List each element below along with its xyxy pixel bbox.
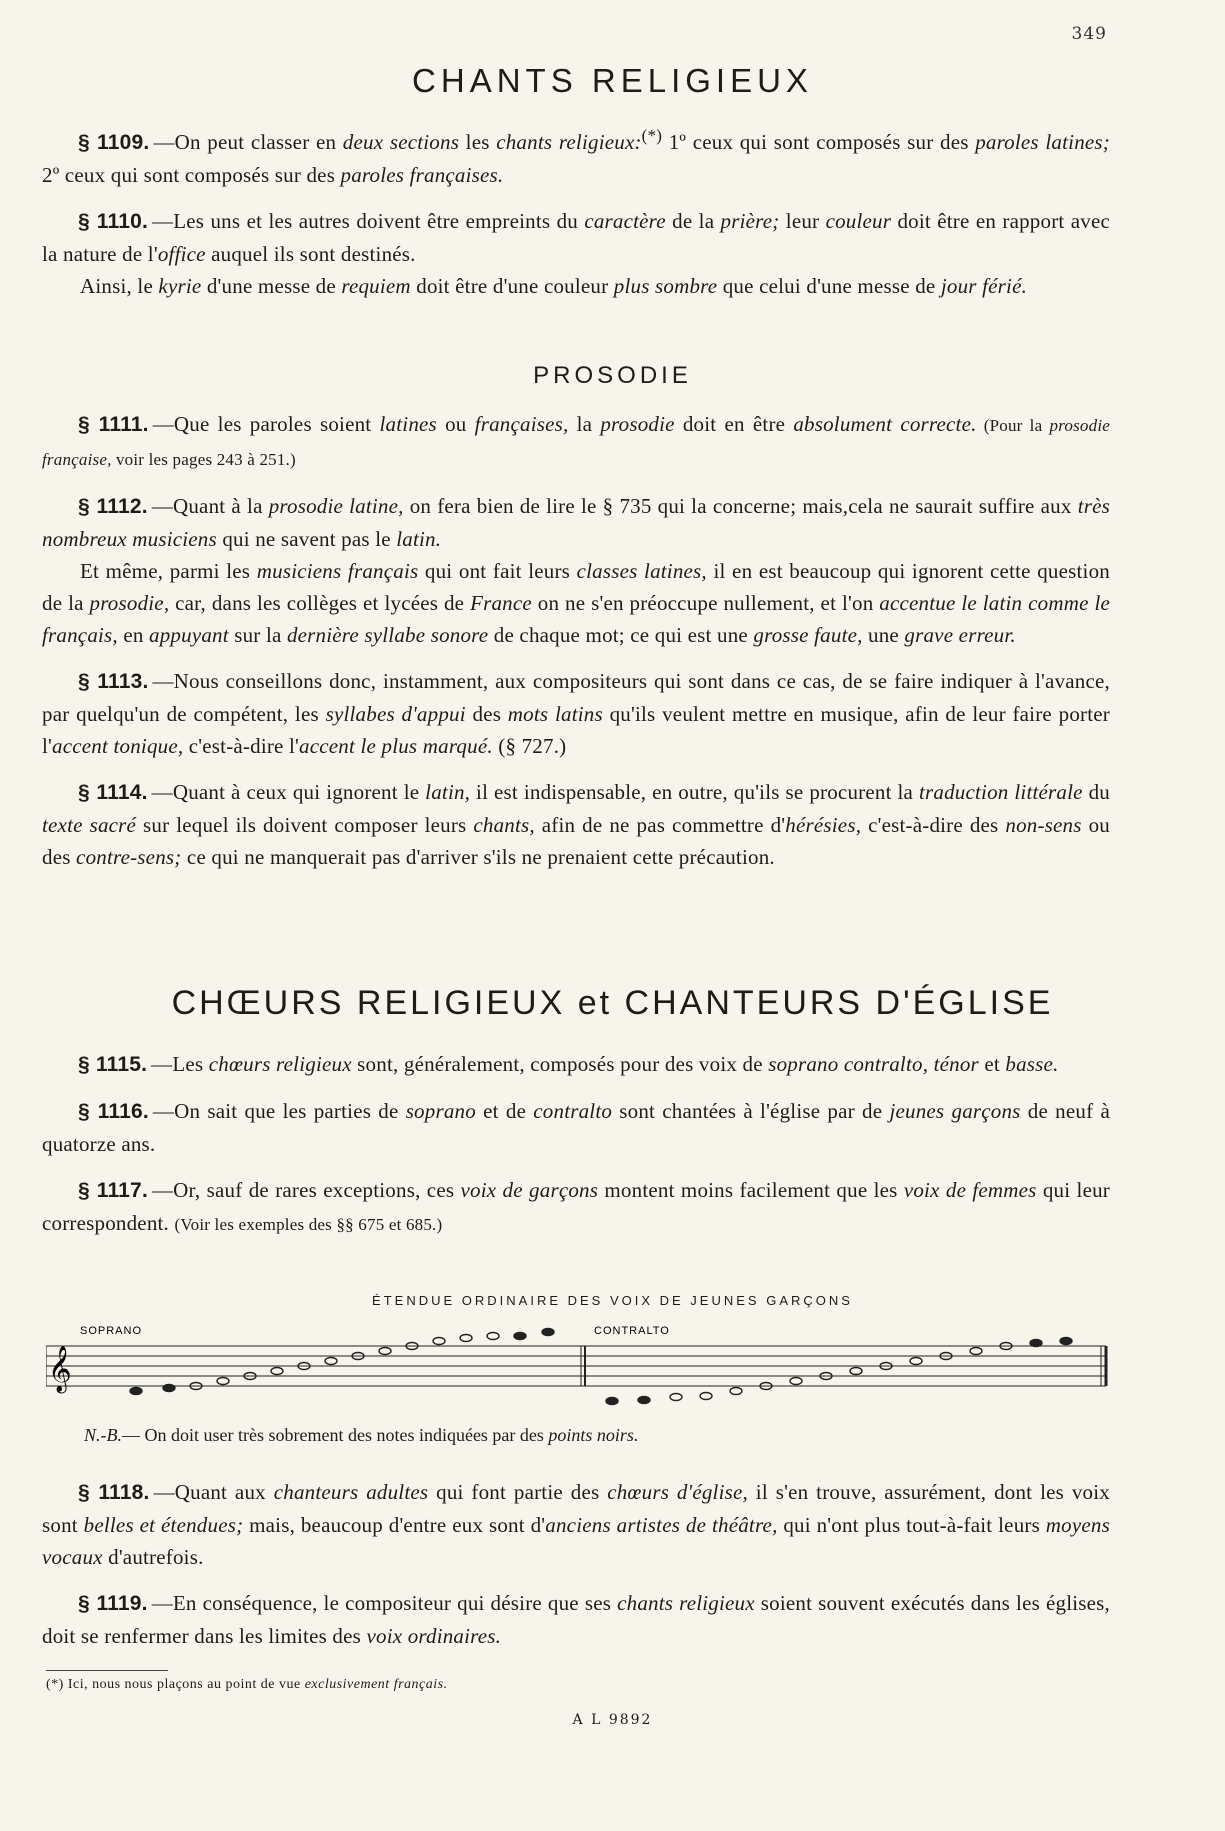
section-prosodie: [42, 408, 1110, 873]
section-number: § 1119.: [78, 1592, 148, 1615]
staff-label-contralto: CONTRALTO: [594, 1325, 670, 1337]
section-number: § 1110.: [78, 210, 149, 233]
section-number: § 1115.: [78, 1053, 148, 1076]
contralto-notes: [606, 1338, 1072, 1405]
staff-label-soprano: SOPRANO: [80, 1325, 143, 1337]
paragraph-1111: § 1111. —Que les paroles soient latines ou françaises, la prosodie doit en être absolument correcte. (Pour la prosodie française, voir les pages 243 à 251.): [42, 412, 1110, 469]
heading-chants-religieux: CHANTS RELIGIEUX: [412, 62, 813, 99]
staff-title: ÉTENDUE ORDINAIRE DES VOIX DE JEUNES GARÇONS: [372, 1293, 853, 1308]
section-number: § 1118.: [78, 1481, 150, 1504]
paragraph-1119: § 1119. —En conséquence, le compositeur qui désire que ses chants religieux soient souvent exécutés dans les églises, doit se renfermer dans les limites des voix ordinaires.: [42, 1591, 1110, 1648]
footnote-divider: [46, 1670, 168, 1671]
section-chants: [42, 120, 1110, 302]
footnote: (*) Ici, nous nous plaçons au point de vue exclusivement français.: [46, 1677, 448, 1692]
paragraph-1115: § 1115. —Les chœurs religieux sont, généralement, composés pour des voix de soprano contralto, ténor et basse.: [78, 1052, 1059, 1076]
section-number: § 1111.: [78, 413, 149, 436]
paragraph-1114: § 1114. —Quant à ceux qui ignorent le latin, il est indispensable, en outre, qu'ils se procurent la traduction littérale du texte sacré sur lequel ils doivent composer leurs chants, afin de ne pas commettre d'hérésies, c'est-à-dire des non-sens ou des contre-sens; ce qui ne manquerait pas d'arriver s'ils ne prenaient cette précaution.: [42, 780, 1111, 869]
section-choeurs: [42, 1048, 1110, 1241]
heading-prosodie: PROSODIE: [533, 362, 692, 389]
heading-choeurs: CHŒURS RELIGIEUX et CHANTEURS D'ÉGLISE: [171, 984, 1054, 1022]
section-number: § 1117.: [78, 1179, 148, 1202]
music-staff: [46, 1320, 1116, 1410]
treble-clef-icon: 𝄞: [48, 1346, 72, 1392]
section-number: § 1116.: [78, 1100, 149, 1123]
section-number: § 1114.: [78, 781, 148, 804]
printer-mark: A L 9892: [572, 1712, 653, 1728]
page-number: 349: [1071, 24, 1107, 44]
footnote-marker: (*): [641, 126, 663, 145]
paragraph-1116: § 1116. —On sait que les parties de soprano et de contralto sont chantées à l'église par de jeunes garçons de neuf à quatorze ans.: [42, 1099, 1110, 1156]
paragraph-1113: § 1113. —Nous conseillons donc, instamment, aux compositeurs qui sont dans ce cas, de se faire indiquer à l'avance, par quelqu'un de compétent, les syllabes d'appui des mots latins qu'ils veulent mettre en musique, afin de leur faire porter l'accent tonique, c'est-à-dire l'accent le plus marqué. (§ 727.): [42, 669, 1110, 758]
paragraph-1118: § 1118. —Quant aux chanteurs adultes qui font partie des chœurs d'église, il s'en trouve, assurément, dont les voix sont belles et étendues; mais, beaucoup d'entre eux sont d'anciens artistes de théâtre, qui n'ont plus tout-à-fait leurs moyens vocaux d'autrefois.: [42, 1480, 1110, 1569]
paragraph-1110: § 1110. —Les uns et les autres doivent être empreints du caractère de la prière; leur couleur doit être en rapport avec la nature de l'office auquel ils sont destinés.: [42, 209, 1111, 266]
section-chanteurs: [42, 1476, 1110, 1652]
paragraph-1112: § 1112. —Quant à la prosodie latine, on fera bien de lire le § 735 qui la concerne; mais,cela ne saurait suffire aux très nombreux musiciens qui ne savent pas le latin.: [42, 494, 1110, 551]
soprano-notes: [130, 1329, 554, 1395]
paragraph-1112-b: Et même, parmi les musiciens français qui ont fait leurs classes latines, il en est beaucoup qui ignorent cette question de la prosodie, car, dans les collèges et lycées de France on ne s'en préoccupe nullement, et l'on accentue le latin comme le français, en appuyant sur la dernière syllabe sonore de chaque mot; ce qui est une grosse faute, une grave erreur.: [42, 559, 1111, 647]
section-number: § 1112.: [78, 495, 148, 518]
nota-bene: N.-B.— On doit user très sobrement des notes indiquées par des points noirs.: [84, 1425, 639, 1445]
paragraph-1109: § 1109. —On peut classer en deux sections les chants religieux:(*) 1º ceux qui sont composés sur des paroles latines; 2º ceux qui sont composés sur des paroles françaises.: [42, 126, 1110, 187]
section-number: § 1109.: [78, 131, 150, 154]
paragraph-1110-b: Ainsi, le kyrie d'une messe de requiem doit être d'une couleur plus sombre que celui d'une messe de jour férié.: [80, 274, 1028, 298]
section-number: § 1113.: [78, 670, 149, 693]
paragraph-1117: § 1117. —Or, sauf de rares exceptions, ces voix de garçons montent moins facilement que les voix de femmes qui leur correspondent. (Voir les exemples des §§ 675 et 685.): [42, 1178, 1111, 1235]
